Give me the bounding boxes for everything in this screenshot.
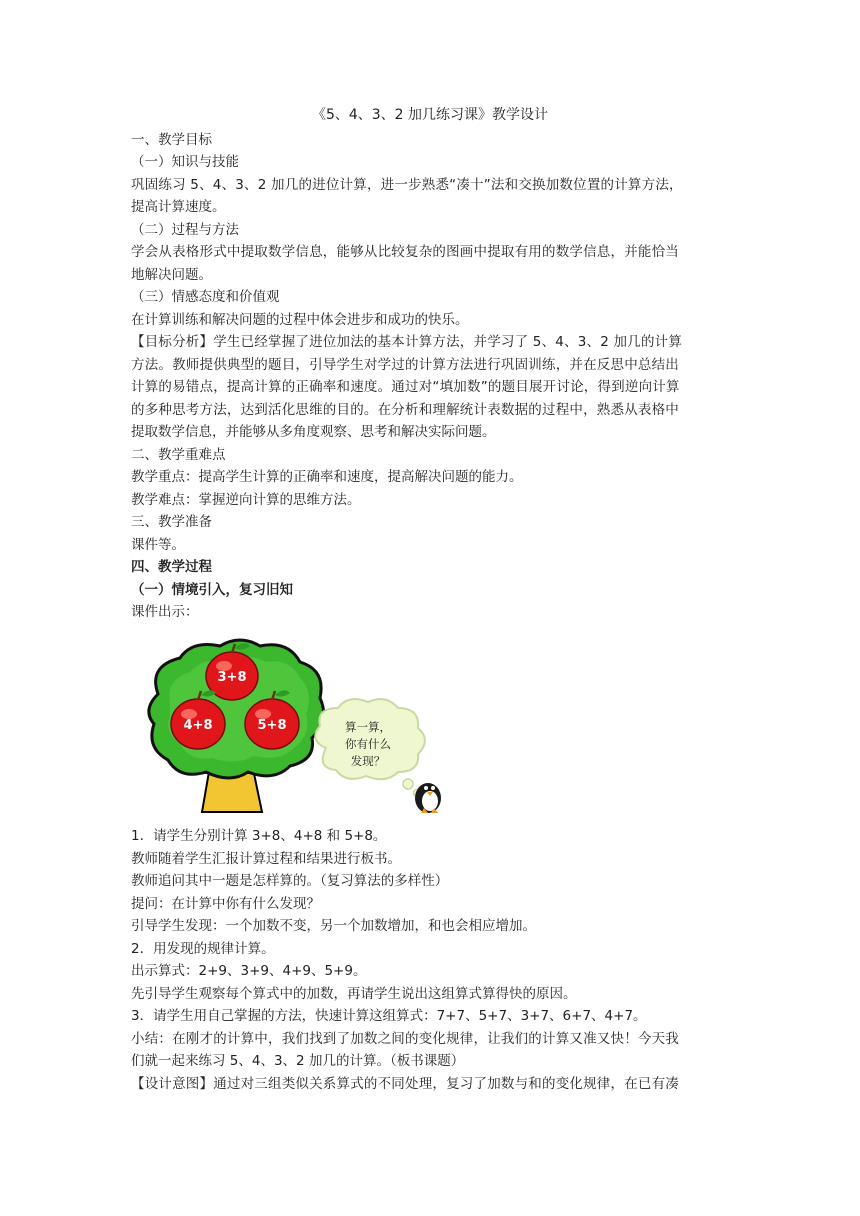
paragraph-process-line1: 学会从表格形式中提取数学信息，能够从比较复杂的图画中提取有用的数学信息，并能恰当 — [131, 244, 679, 260]
subheading-process-methods: （二）过程与方法 — [131, 222, 239, 238]
apple-tree-illustration — [140, 636, 450, 816]
paragraph-question: 提问：在计算中你有什么发现？ — [131, 896, 320, 912]
paragraph-key-point: 教学重点：提高学生计算的正确率和速度，提高解决问题的能力。 — [131, 469, 523, 485]
paragraph-show-expressions: 出示算式：2+9、3+9、4+9、5+9。 — [131, 963, 367, 979]
paragraph-process-line2: 地解决问题。 — [131, 267, 212, 283]
paragraph-knowledge-line1: 巩固练习 5、4、3、2 加几的进位计算，进一步熟悉“凑十”法和交换加数位置的计算方法， — [131, 177, 683, 193]
apple-left-label: 4+8 — [183, 718, 213, 733]
section-heading-preparation: 三、教学准备 — [131, 514, 212, 530]
paragraph-knowledge-line2: 提高计算速度。 — [131, 199, 226, 215]
paragraph-preparation: 课件等。 — [131, 537, 185, 553]
bubble-line-3: 发现？ — [350, 754, 386, 768]
paragraph-analysis-line4: 的多种思考方法，达到活化思维的目的。在分析和理解统计表数据的过程中，熟悉从表格中 — [131, 402, 679, 418]
subheading-attitudes: （三）情感态度和价值观 — [131, 289, 280, 305]
paragraph-board-writing: 教师随着学生汇报计算过程和结果进行板书。 — [131, 851, 401, 867]
paragraph-guide-discovery: 引导学生发现：一个加数不变，另一个加数增加，和也会相应增加。 — [131, 918, 536, 934]
penguin-icon — [415, 783, 441, 813]
paragraph-analysis-line2: 方法。教师提供典型的题目，引导学生对学过的计算方法进行巩固训练，并在反思中总结出 — [131, 357, 679, 373]
paragraph-analysis-line5: 提取数学信息，并能够从多角度观察、思考和解决实际问题。 — [131, 424, 496, 440]
list-item-1: 1．请学生分别计算 3+8、4+8 和 5+8。 — [131, 828, 387, 844]
thought-bubble-icon — [315, 699, 425, 796]
bubble-line-2: 你有什么 — [345, 737, 391, 751]
paragraph-analysis-line1: 【目标分析】学生已经掌握了进位加法的基本计算方法，并学习了 5、4、3、2 加几的计算 — [131, 334, 683, 350]
bubble-line-1: 算一算， — [345, 720, 391, 734]
subheading-knowledge-skills: （一）知识与技能 — [131, 154, 239, 170]
paragraph-analysis-line3: 计算的易错点，提高计算的正确率和速度。通过对“填加数”的题目展开讨论，得到逆向计算 — [131, 379, 680, 395]
paragraph-attitudes: 在计算训练和解决问题的过程中体会进步和成功的快乐。 — [131, 312, 469, 328]
paragraph-difficulty: 教学难点：掌握逆向计算的思维方法。 — [131, 492, 361, 508]
paragraph-design-intent: 【设计意图】通过对三组类似关系算式的不同处理，复习了加数与和的变化规律，在已有凑 — [131, 1076, 679, 1092]
paragraph-courseware-show: 课件出示： — [131, 604, 199, 620]
section-heading-process: 四、教学过程 — [131, 559, 212, 575]
section-heading-key-points: 二、教学重难点 — [131, 447, 226, 463]
paragraph-summary-line2: 们就一起来练习 5、4、3、2 加几的计算。（板书课题） — [131, 1053, 465, 1069]
apple-top-label: 3+8 — [217, 670, 247, 685]
paragraph-follow-up: 教师追问其中一题是怎样算的。（复习算法的多样性） — [131, 873, 449, 889]
section-heading-objectives: 一、教学目标 — [131, 132, 212, 148]
paragraph-summary-line1: 小结：在刚才的计算中，我们找到了加数之间的变化规律，让我们的计算又准又快！今天我 — [131, 1031, 679, 1047]
subheading-introduction: （一）情境引入，复习旧知 — [131, 582, 293, 598]
list-item-2: 2．用发现的规律计算。 — [131, 941, 275, 957]
paragraph-observe-addends: 先引导学生观察每个算式中的加数，再请学生说出这组算式算得快的原因。 — [131, 986, 577, 1002]
apple-right-label: 5+8 — [257, 718, 287, 733]
document-title: 《5、4、3、2 加几练习课》教学设计 — [311, 107, 549, 123]
list-item-3: 3．请学生用自己掌握的方法，快速计算这组算式：7+7、5+7、3+7、6+7、4+7。 — [131, 1008, 647, 1024]
